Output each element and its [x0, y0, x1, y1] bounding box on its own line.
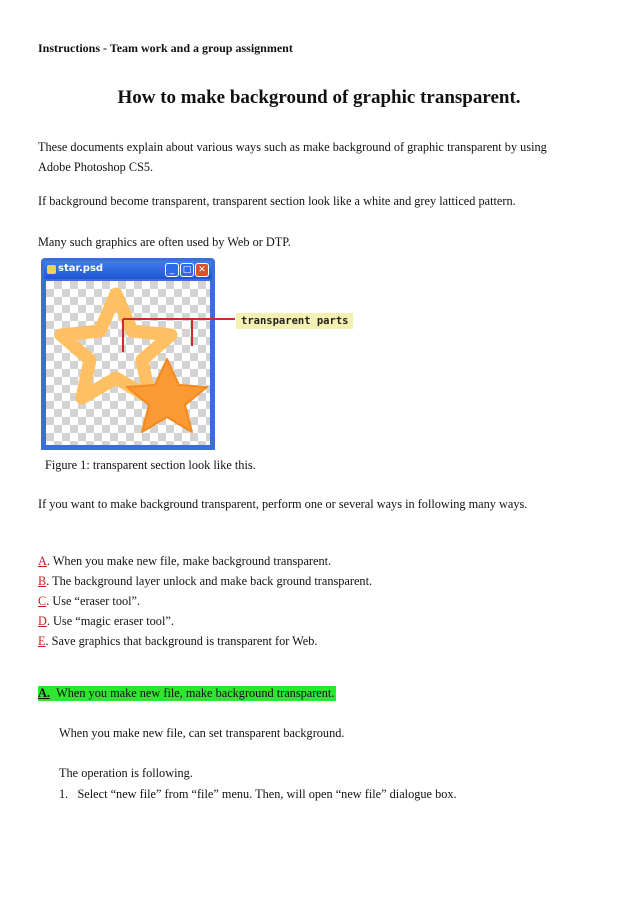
- intro-paragraph-3: Many such graphics are often used by Web or DTP.: [38, 235, 291, 249]
- close-icon: ✕: [195, 263, 209, 277]
- section-a-paragraph-2: The operation is following.: [59, 766, 193, 780]
- option-text: . The background layer unlock and make back ground transparent.: [46, 574, 373, 588]
- option-letter: C: [38, 594, 47, 608]
- option-text: . Use “eraser tool”.: [46, 594, 141, 608]
- options-list: [38, 551, 372, 651]
- document-title: How to make background of graphic transparent.: [117, 87, 521, 108]
- list-item: [38, 551, 372, 571]
- intro-line-2: Adobe Photoshop CS5.: [38, 160, 154, 174]
- maximize-icon: □: [180, 263, 194, 277]
- list-item: [38, 591, 372, 611]
- document-header: Instructions - Team work and a group assignment: [38, 41, 293, 55]
- section-a-label: A.: [38, 686, 50, 700]
- section-a-paragraph-1: When you make new file, can set transparent background.: [59, 726, 345, 740]
- section-a-heading-text: When you make new file, make background transparent.: [56, 686, 335, 700]
- option-letter: D: [38, 614, 47, 628]
- option-letter: B: [38, 574, 47, 588]
- option-text: . Save graphics that background is transparent for Web.: [45, 634, 318, 648]
- transparent-parts-callout: transparent parts: [236, 313, 353, 329]
- minimize-icon: _: [165, 263, 179, 277]
- figure-caption: Figure 1: transparent section look like this.: [45, 458, 256, 472]
- list-item: [38, 631, 372, 651]
- section-a-heading: [38, 686, 336, 701]
- step-number: 1.: [59, 787, 69, 801]
- intro-paragraph-2: If background become transparent, transparent section look like a white and grey latticed pattern.: [38, 194, 516, 208]
- list-item: [38, 571, 372, 591]
- step-1: [59, 787, 457, 802]
- option-text: . When you make new file, make background transparent.: [46, 554, 332, 568]
- intro-line-1: These documents explain about various ways such as make background of graphic transparent by using: [38, 140, 547, 154]
- option-letter: E: [38, 634, 46, 648]
- window-title: star.psd: [58, 263, 104, 274]
- list-item: [38, 611, 372, 631]
- option-letter: A: [38, 554, 47, 568]
- option-text: . Use “magic eraser tool”.: [46, 614, 174, 628]
- step-text: Select “new file” from “file” menu. Then, will open “new file” dialogue box.: [77, 787, 457, 801]
- lead-in-paragraph: If you want to make background transparent, perform one or several ways in following many ways.: [38, 497, 528, 511]
